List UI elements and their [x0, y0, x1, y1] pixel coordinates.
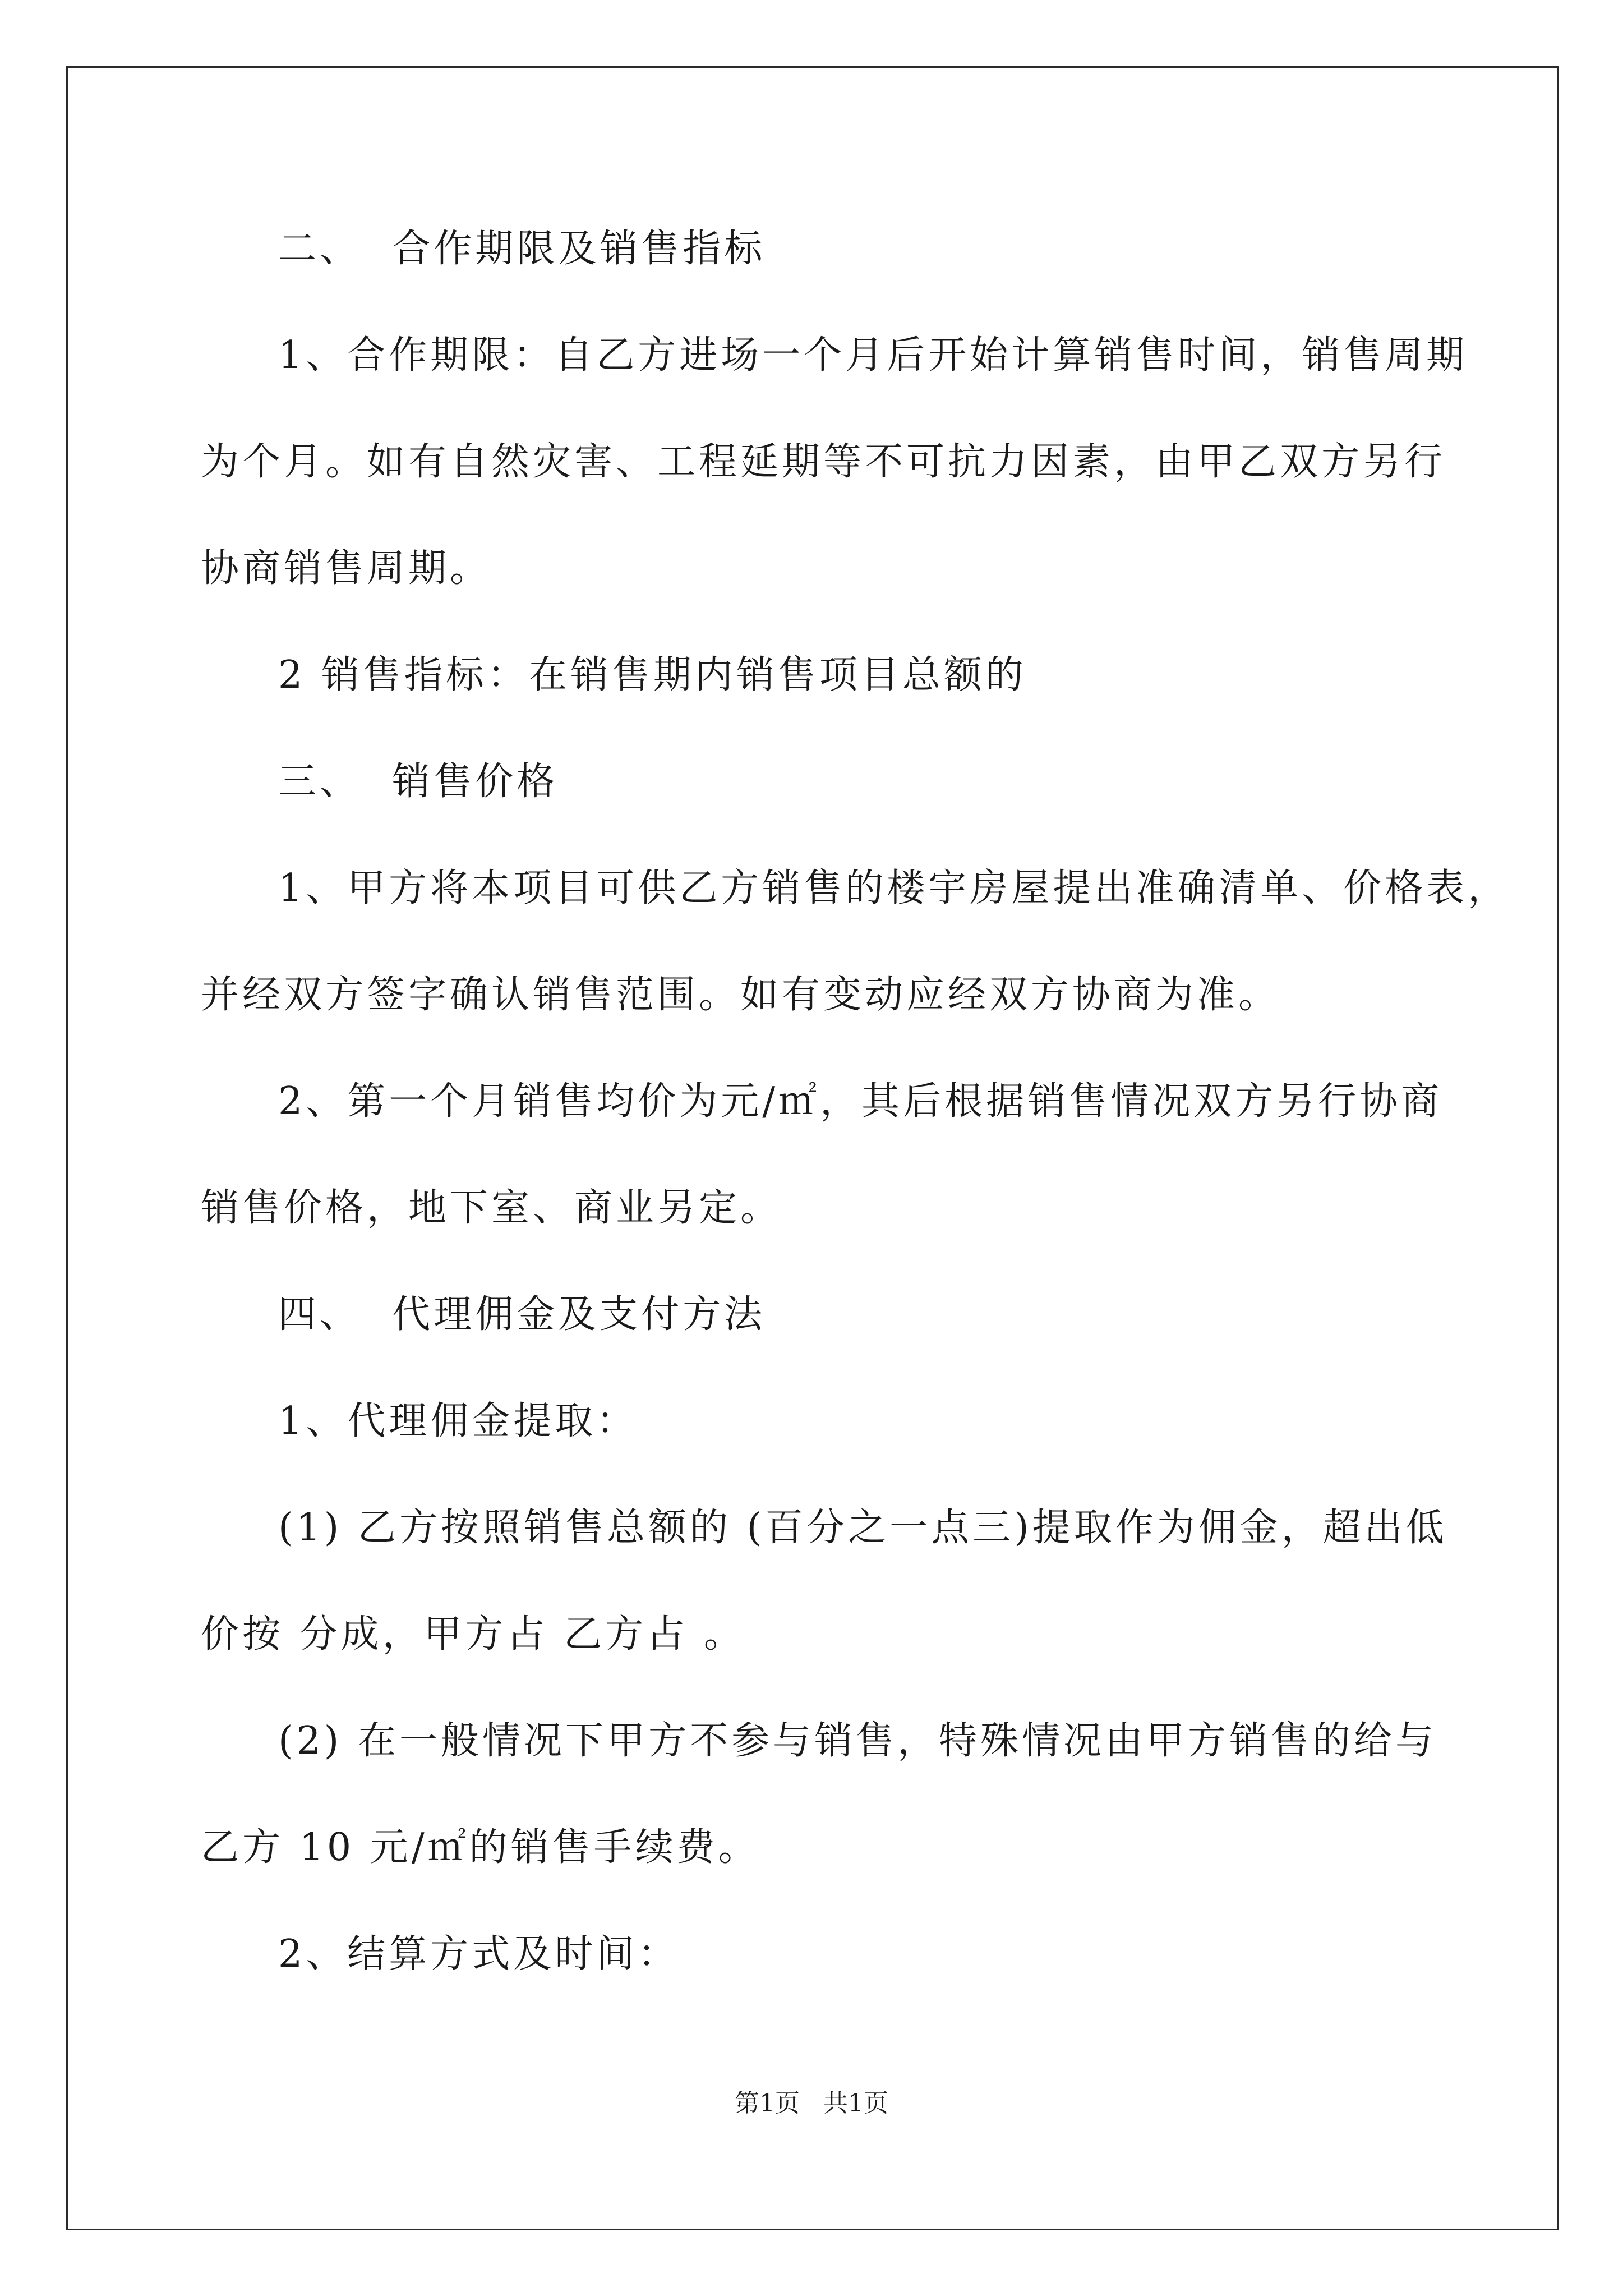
paragraph-line: 2、结算方式及时间：: [278, 1932, 680, 1976]
section-heading-cooperation-term: 二、 合作期限及销售指标: [278, 227, 766, 271]
paragraph-line: 2 销售指标：在销售期内销售项目总额的: [278, 653, 1027, 697]
paragraph-line: 并经双方签字确认销售范围。如有变动应经双方协商为准。: [201, 973, 1280, 1017]
paragraph-line: 2、第一个月销售均价为元/㎡，其后根据销售情况双方另行协商: [278, 1079, 1443, 1124]
page-footer: 第1页 共1页: [735, 2089, 888, 2118]
paragraph-line: 价按 分成，甲方占 乙方占 。: [201, 1612, 745, 1657]
paragraph-line: 为个月。如有自然灾害、工程延期等不可抗力因素，由甲乙双方另行: [201, 440, 1446, 484]
paragraph-line: (1) 乙方按照销售总额的 (百分之一点三)提取作为佣金，超出低: [278, 1506, 1447, 1550]
page-border: [66, 66, 1559, 2230]
section-heading-sales-price: 三、 销售价格: [278, 760, 559, 804]
paragraph-line: 1、代理佣金提取：: [278, 1399, 638, 1443]
paragraph-line: 1、甲方将本项目可供乙方销售的楼宇房屋提出准确清单、价格表，: [278, 866, 1510, 910]
paragraph-line: 1、合作期限：自乙方进场一个月后开始计算销售时间，销售周期: [278, 333, 1468, 378]
paragraph-line: (2) 在一般情况下甲方不参与销售，特殊情况由甲方销售的给与: [278, 1719, 1437, 1763]
paragraph-line: 乙方 10 元/㎡的销售手续费。: [201, 1825, 760, 1870]
paragraph-line: 销售价格，地下室、商业另定。: [201, 1186, 782, 1230]
paragraph-line: 协商销售周期。: [201, 546, 492, 591]
section-heading-commission: 四、 代理佣金及支付方法: [278, 1292, 766, 1337]
